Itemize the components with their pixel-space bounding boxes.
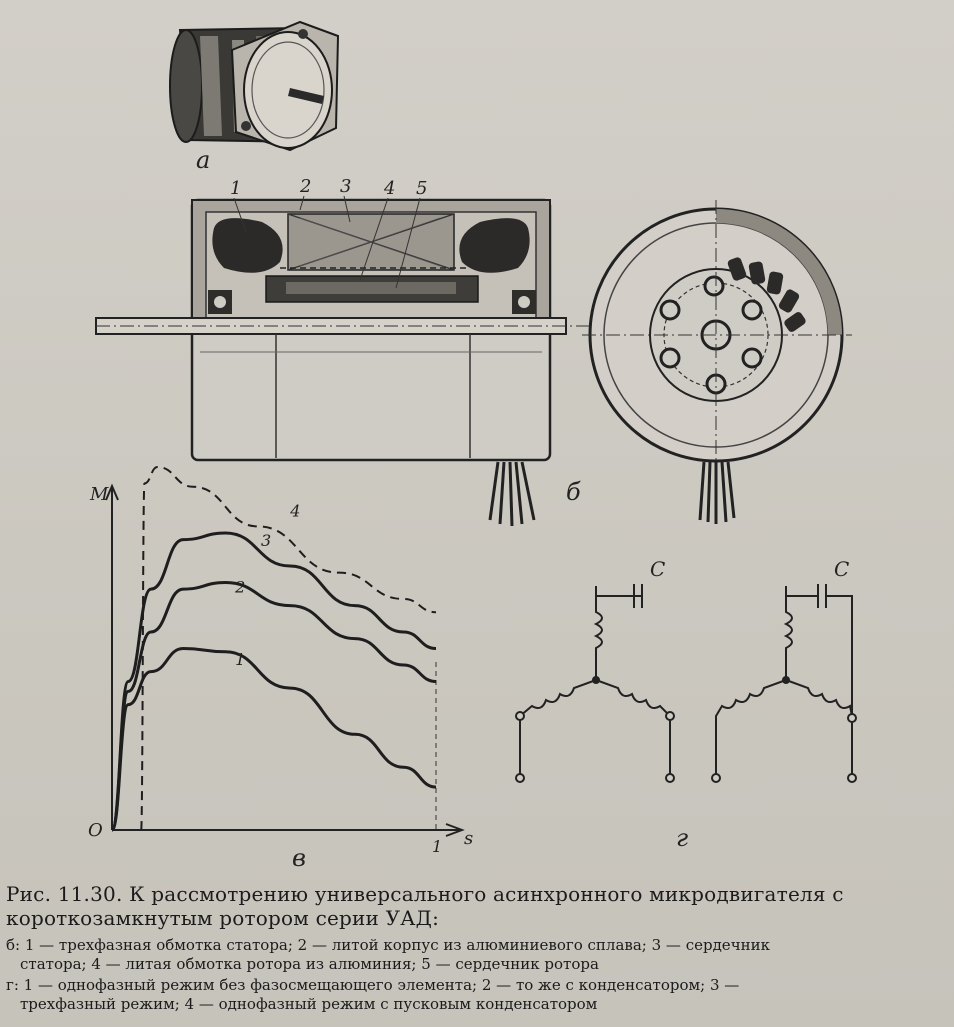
capacitor-label-left: C bbox=[650, 557, 666, 581]
chart-origin-label: O bbox=[88, 820, 103, 841]
curve-label-2: 2 bbox=[235, 577, 246, 597]
panel-b-cross-section bbox=[96, 176, 852, 526]
panel-v-torque-chart bbox=[88, 467, 473, 872]
caption-b-line-1: б: 1 — трехфазная обмотка статора; 2 — литой корпус из алюминиевого сплава; 3 — сердечник bbox=[6, 936, 770, 954]
panel-g-label: г bbox=[676, 824, 689, 852]
curve-label-3: 3 bbox=[261, 531, 272, 551]
figure-caption-b bbox=[6, 936, 946, 974]
panel-v-label: в bbox=[292, 844, 306, 872]
panel-g-circuits bbox=[516, 584, 856, 782]
part-number-3: 3 bbox=[340, 176, 352, 197]
circuit-left bbox=[516, 584, 674, 782]
part-number-5: 5 bbox=[416, 178, 428, 199]
part-number-2: 2 bbox=[300, 176, 312, 197]
figure-caption-title: Рис. 11.30. К рассмотрению универсального асинхронного микродвигателя с короткозамкнутым ротором серии УАД: bbox=[6, 882, 844, 930]
chart-y-label: M bbox=[90, 484, 109, 505]
chart-x-tick-1: 1 bbox=[432, 837, 443, 856]
capacitor-label-right: C bbox=[834, 557, 850, 581]
part-number-4: 4 bbox=[384, 178, 396, 199]
curve-1 bbox=[112, 649, 436, 831]
curve-label-4: 4 bbox=[290, 501, 301, 521]
curve-2 bbox=[112, 583, 436, 831]
figure-caption-g bbox=[6, 976, 946, 1014]
caption-g-line-2: трехфазный режим; 4 — однофазный режим с пусковым конденсатором bbox=[20, 995, 598, 1013]
chart-x-label: s bbox=[464, 828, 474, 849]
circuit-right bbox=[712, 584, 856, 782]
panel-b-label: б bbox=[566, 478, 581, 506]
caption-g-line-1: г: 1 — однофазный режим без фазосмещающего элемента; 2 — то же с конденсатором; 3 — bbox=[6, 976, 740, 994]
part-number-1: 1 bbox=[230, 178, 242, 199]
curve-label-1: 1 bbox=[235, 650, 246, 669]
panel-a-label: а bbox=[196, 146, 211, 174]
panel-a-motor-view bbox=[170, 22, 338, 174]
caption-b-line-2: статора; 4 — литая обмотка ротора из алюминия; 5 — сердечник ротора bbox=[20, 955, 599, 973]
curve-3 bbox=[112, 533, 436, 830]
